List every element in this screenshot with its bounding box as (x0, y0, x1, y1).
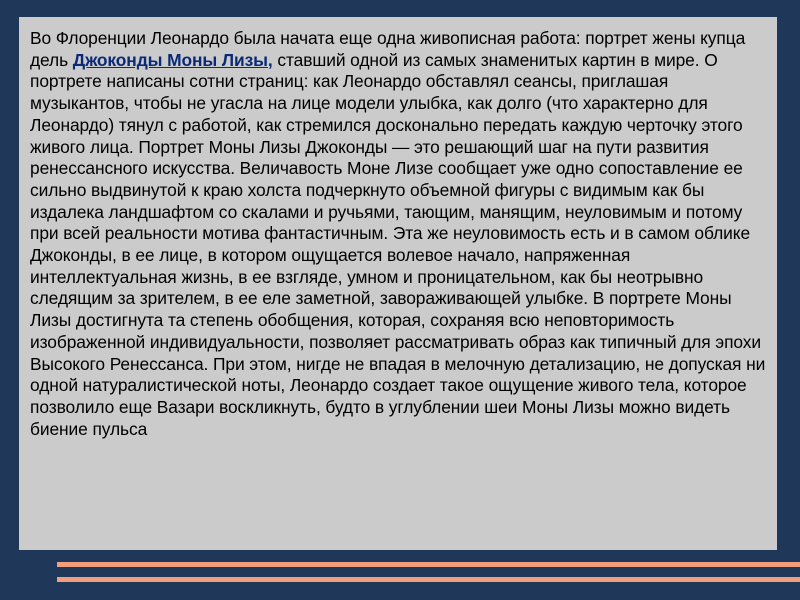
paragraph-intro: Во Флоренции Леонардо была начата еще одна живописная работа: портрет жены купца дель (30, 28, 746, 70)
body-paragraph (30, 28, 770, 440)
accent-rule-top (57, 562, 800, 567)
paragraph-main: ставший одной из самых знаменитых картин в мире. О портрете написаны сотни страниц: как Леонардо обставлял сеансы, приглашая музыкантов, чтобы не угасла на лице модели улыбка, как долго (что характерно для Леонардо) тянул с работой, как стремился досконально передать каждую черточку этого живого лица. Портрет Моны Лизы Джоконды — это решающий шаг на пути развития ренессансного искусства. Величавость Моне Лизе сообщает уже одно сопоставление ее сильно выдвинутой к краю холста подчеркнуто объемной фигуры с видимым как бы издалека ландшафтом со скалами и ручьями, тающим, манящим, неуловимым и потому при всей реальности мотива фантастичным. Эта же неуловимость есть и в самом облике Джоконды, в ее лице, в котором ощущается волевое начало, напряженная интеллектуальная жизнь, в ее взгляде, умном и проницательном, как бы неотрывно следящим за зрителем, в ее еле заметной, завораживающей улыбке. В портрете Моны Лизы достигнута та степень обобщения, которая, сохраняя всю неповторимость изображенной индивидуальности, позволяет рассматривать образ как типичный для эпохи Высокого Ренессанса. При этом, нигде не впадая в мелочную детализацию, не допуская ни одной натуралистической ноты, Леонардо создает такое ощущение живого тела, которое позволило еще Вазари воскликнуть, будто в углублении шеи Моны Лизы можно видеть биение пульса (30, 49, 766, 439)
accent-rule-bottom (57, 577, 800, 582)
mona-lisa-link[interactable]: Джоконды Моны Лизы, (72, 49, 273, 70)
